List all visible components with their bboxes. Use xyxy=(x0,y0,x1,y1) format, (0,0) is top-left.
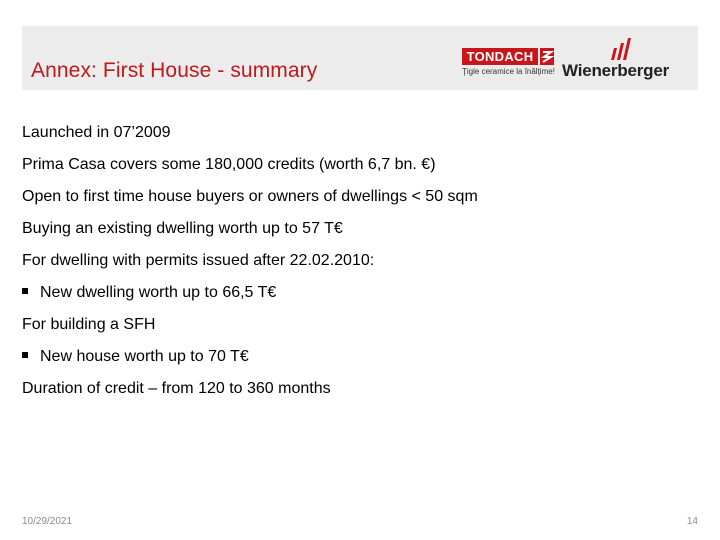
text-line: Launched in 07’2009 xyxy=(22,124,171,141)
square-bullet-icon xyxy=(22,288,28,294)
tondach-logo xyxy=(462,48,554,78)
text-line: Duration of credit – from 120 to 360 months xyxy=(22,380,331,397)
footer-date: 10/29/2021 xyxy=(22,516,73,527)
wienerberger-bars-icon xyxy=(610,38,634,60)
text-line: For building a SFH xyxy=(22,316,156,333)
text-line: Open to first time house buyers or owners of dwellings < 50 sqm xyxy=(22,188,478,205)
text-line: For dwelling with permits issued after 22.02.2010: xyxy=(22,252,375,269)
page-number: 14 xyxy=(686,516,698,527)
text-line: Prima Casa covers some 180,000 credits (worth 6,7 bn. €) xyxy=(22,156,436,173)
square-bullet-icon xyxy=(22,352,28,358)
page-title: Annex: First House - summary xyxy=(31,59,318,82)
sub-bullet-line: New house worth up to 70 T€ xyxy=(22,348,702,380)
slide-body xyxy=(22,124,702,412)
sub-bullet-line: New dwelling worth up to 66,5 T€ xyxy=(22,284,702,316)
wienerberger-logo xyxy=(562,38,692,82)
tondach-tagline: Ţigle ceramice la înălţime! xyxy=(462,67,555,76)
tondach-emblem-icon xyxy=(540,48,554,65)
text-line: Buying an existing dwelling worth up to 57 T€ xyxy=(22,220,343,237)
wienerberger-wordmark: Wienerberger xyxy=(562,61,670,80)
tondach-wordmark: TONDACH xyxy=(462,48,538,65)
